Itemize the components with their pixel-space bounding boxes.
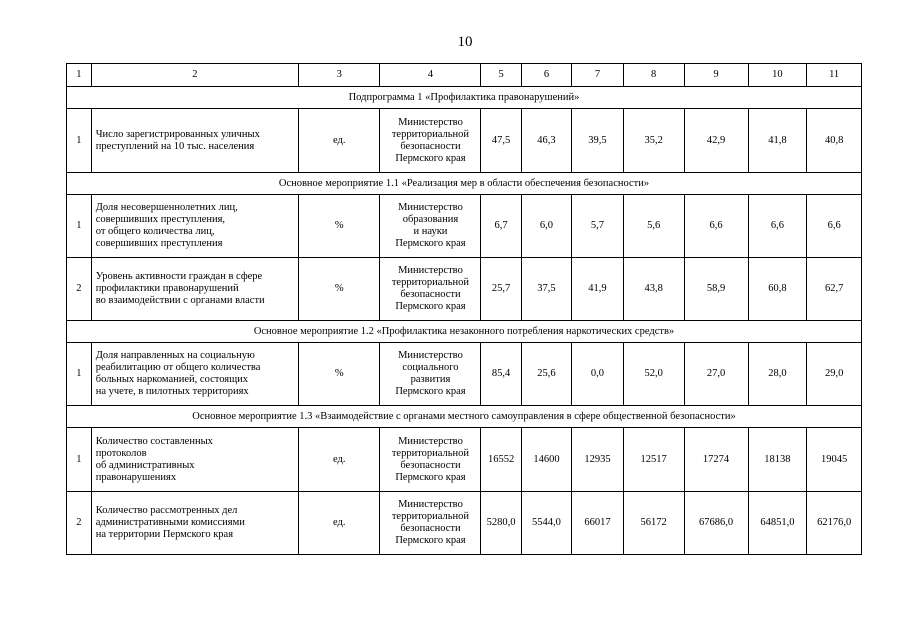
indicators-table	[66, 63, 862, 555]
responsible-org-line: Министерство	[398, 265, 463, 276]
section-title-row	[67, 87, 862, 109]
value-cell: 17274	[684, 428, 748, 492]
value-cell: 56172	[623, 492, 684, 555]
unit-cell: %	[298, 195, 379, 258]
table-row	[67, 343, 862, 406]
responsible-org-line: Министерство	[398, 202, 463, 213]
indicator-name-line: Количество составленных	[95, 435, 213, 447]
responsible-org	[380, 492, 481, 555]
indicator-name-line: административными комиссиями	[95, 517, 245, 528]
indicator-name	[91, 492, 298, 555]
indicator-name-line: реабилитацию от общего количества	[95, 362, 261, 373]
row-number: 2	[67, 492, 92, 555]
indicator-name-line: Число зарегистрированных уличных	[95, 128, 260, 140]
header-cell: 8	[623, 64, 684, 87]
responsible-org-line: территориальной	[391, 511, 470, 522]
value-cell: 85,4	[481, 343, 521, 406]
indicator-name-line: на учете, в пилотных территориях	[95, 386, 249, 397]
unit-cell: ед.	[298, 109, 379, 173]
value-cell: 29,0	[807, 343, 862, 406]
row-number: 1	[67, 428, 92, 492]
value-cell: 6,6	[684, 195, 748, 258]
responsible-org-line: Пермского края	[395, 386, 466, 397]
responsible-org-line: образования	[402, 214, 459, 225]
responsible-org-line: Пермского края	[395, 301, 466, 312]
responsible-org-line: территориальной	[391, 128, 470, 140]
responsible-org-line: безопасности	[400, 140, 461, 152]
value-cell: 18138	[748, 428, 807, 492]
indicator-name-line: на территории Пермского края	[95, 529, 234, 540]
responsible-org-line: безопасности	[400, 459, 461, 471]
value-cell: 43,8	[623, 258, 684, 321]
value-cell: 60,8	[748, 258, 807, 321]
section-title: Основное мероприятие 1.2 «Профилактика незаконного потребления наркотических средств»	[67, 321, 862, 343]
value-cell: 40,8	[807, 109, 862, 173]
header-cell: 7	[572, 64, 624, 87]
value-cell: 6,6	[748, 195, 807, 258]
row-number: 1	[67, 109, 92, 173]
value-cell: 66017	[572, 492, 624, 555]
indicator-name-line: больных наркоманией, состоящих	[95, 374, 249, 385]
indicator-name-line: протоколов	[95, 447, 147, 459]
indicator-name-line: профилактики правонарушений	[95, 283, 239, 294]
responsible-org-line: территориальной	[391, 447, 470, 459]
unit-cell: %	[298, 258, 379, 321]
value-cell: 28,0	[748, 343, 807, 406]
value-cell: 62176,0	[807, 492, 862, 555]
value-cell: 5,7	[572, 195, 624, 258]
page-number: 10	[457, 34, 473, 50]
responsible-org-line: Пермского края	[395, 152, 466, 164]
value-cell: 19045	[807, 428, 862, 492]
value-cell: 6,6	[807, 195, 862, 258]
responsible-org-line: безопасности	[400, 289, 461, 300]
header-cell: 2	[91, 64, 298, 87]
section-title: Основное мероприятие 1.3 «Взаимодействие с органами местного самоуправления в сфере общественной безопасности»	[67, 406, 862, 428]
indicator-name	[91, 428, 298, 492]
indicator-name-line: Доля несовершеннолетних лиц,	[95, 202, 238, 213]
section-title: Основное мероприятие 1.1 «Реализация мер в области обеспечения безопасности»	[67, 173, 862, 195]
value-cell: 6,0	[521, 195, 572, 258]
header-cell: 10	[748, 64, 807, 87]
value-cell: 27,0	[684, 343, 748, 406]
table-row	[67, 109, 862, 173]
responsible-org	[380, 428, 481, 492]
value-cell: 12935	[572, 428, 624, 492]
value-cell: 5,6	[623, 195, 684, 258]
indicator-name-line: во взаимодействии с органами власти	[95, 295, 265, 306]
indicator-name	[91, 343, 298, 406]
value-cell: 12517	[623, 428, 684, 492]
section-title-row	[67, 406, 862, 428]
value-cell: 16552	[481, 428, 521, 492]
header-row	[67, 64, 862, 87]
indicator-name-line: от общего количества лиц,	[95, 226, 215, 237]
unit-cell: ед.	[298, 428, 379, 492]
unit-cell: ед.	[298, 492, 379, 555]
responsible-org	[380, 258, 481, 321]
value-cell: 6,7	[481, 195, 521, 258]
indicator-name	[91, 195, 298, 258]
responsible-org-line: Пермского края	[395, 238, 466, 249]
responsible-org-line: Пермского края	[395, 535, 466, 546]
value-cell: 62,7	[807, 258, 862, 321]
section-title: Подпрограмма 1 «Профилактика правонарушений»	[67, 87, 862, 109]
responsible-org-line: Министерство	[398, 435, 463, 447]
responsible-org-line: и науки	[413, 226, 448, 237]
value-cell: 0,0	[572, 343, 624, 406]
value-cell: 46,3	[521, 109, 572, 173]
indicator-name-line: правонарушениях	[95, 471, 177, 483]
value-cell: 25,6	[521, 343, 572, 406]
value-cell: 67686,0	[684, 492, 748, 555]
header-cell: 9	[684, 64, 748, 87]
indicator-name-line: совершивших преступления	[95, 238, 223, 249]
value-cell: 52,0	[623, 343, 684, 406]
row-number: 1	[67, 195, 92, 258]
section-title-row	[67, 321, 862, 343]
value-cell: 35,2	[623, 109, 684, 173]
indicator-name-line: Доля направленных на социальную	[95, 350, 255, 361]
responsible-org	[380, 109, 481, 173]
section-title-row	[67, 173, 862, 195]
indicator-name-line: Уровень активности граждан в сфере	[95, 271, 263, 282]
header-cell: 6	[521, 64, 572, 87]
responsible-org	[380, 343, 481, 406]
table-row	[67, 428, 862, 492]
indicator-name-line: совершивших преступления,	[95, 214, 226, 225]
table-row	[67, 492, 862, 555]
indicator-name	[91, 258, 298, 321]
table-row	[67, 258, 862, 321]
value-cell: 5280,0	[481, 492, 521, 555]
responsible-org-line: Министерство	[398, 499, 463, 510]
value-cell: 47,5	[481, 109, 521, 173]
responsible-org	[380, 195, 481, 258]
row-number: 1	[67, 343, 92, 406]
unit-cell: %	[298, 343, 379, 406]
indicator-name	[91, 109, 298, 173]
responsible-org-line: Пермского края	[395, 471, 466, 483]
value-cell: 5544,0	[521, 492, 572, 555]
table-row	[67, 195, 862, 258]
header-cell: 1	[67, 64, 92, 87]
value-cell: 41,9	[572, 258, 624, 321]
header-cell: 4	[380, 64, 481, 87]
responsible-org-line: безопасности	[400, 523, 461, 534]
header-cell: 5	[481, 64, 521, 87]
responsible-org-line: Министерство	[398, 116, 463, 128]
responsible-org-line: развития	[410, 374, 451, 385]
indicator-name-line: преступлений на 10 тыс. населения	[95, 140, 255, 152]
indicator-name-line: об административных	[95, 459, 195, 471]
header-cell: 11	[807, 64, 862, 87]
value-cell: 25,7	[481, 258, 521, 321]
indicator-name-line: Количество рассмотренных дел	[95, 505, 238, 516]
value-cell: 14600	[521, 428, 572, 492]
responsible-org-line: Министерство	[398, 350, 463, 361]
value-cell: 42,9	[684, 109, 748, 173]
value-cell: 58,9	[684, 258, 748, 321]
row-number: 2	[67, 258, 92, 321]
value-cell: 64851,0	[748, 492, 807, 555]
header-cell: 3	[298, 64, 379, 87]
value-cell: 41,8	[748, 109, 807, 173]
responsible-org-line: социального	[402, 362, 459, 373]
value-cell: 39,5	[572, 109, 624, 173]
responsible-org-line: территориальной	[391, 277, 470, 288]
value-cell: 37,5	[521, 258, 572, 321]
